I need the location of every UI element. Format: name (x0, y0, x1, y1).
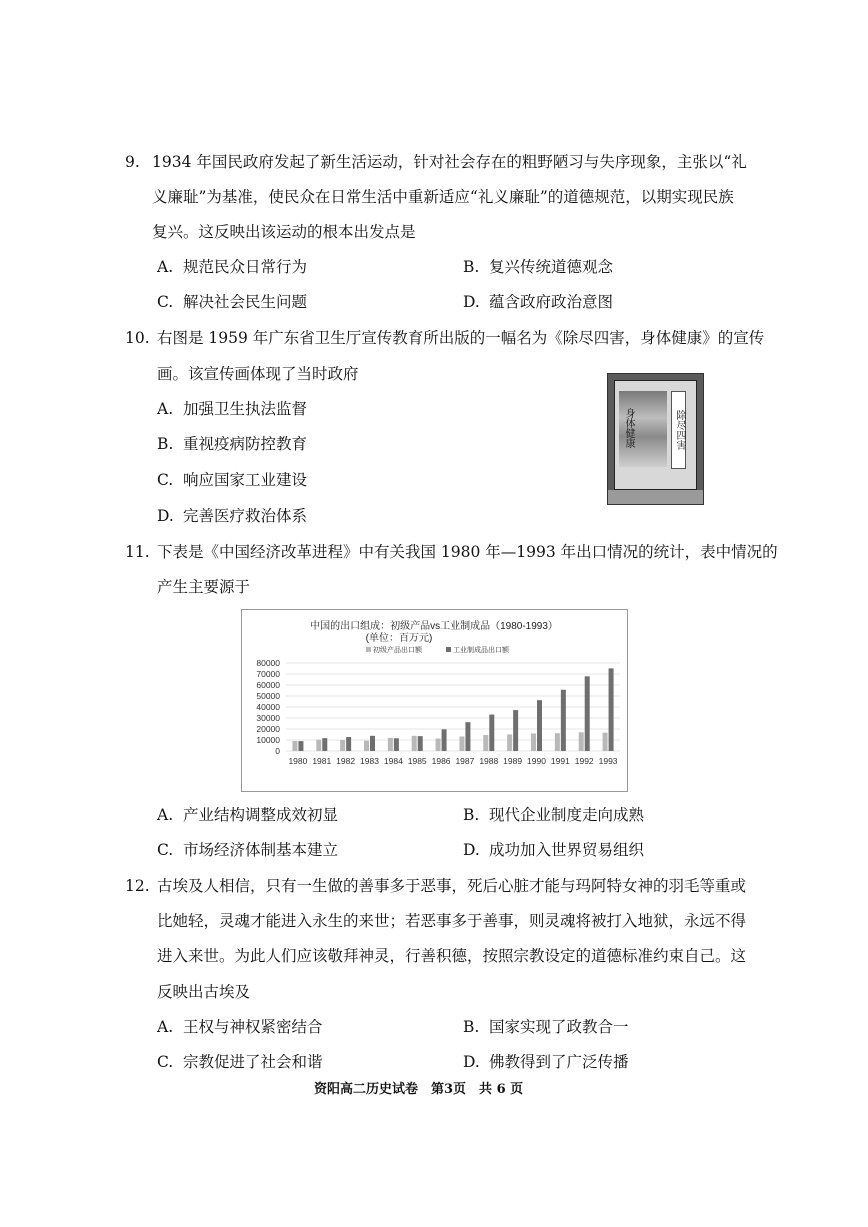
q12-stem-line-2: 比她轻，灵魂才能进入永生的来世；若恶事多于善事，则灵魂将被打入地狱，永远不得 (157, 912, 747, 930)
option-text: 宗教促进了社会和谐 (183, 1053, 323, 1071)
bar-primary-products (483, 735, 488, 751)
bar-manufactured-goods (609, 668, 614, 751)
q11-option-a[interactable] (157, 805, 338, 825)
bar-manufactured-goods (585, 676, 590, 751)
option-letter: A. (157, 400, 174, 418)
y-tick-label: 80000 (256, 658, 280, 668)
option-letter: D. (157, 507, 174, 525)
y-tick-label: 40000 (256, 702, 280, 712)
chart-gridlines (286, 663, 620, 751)
q10-option-b[interactable] (157, 434, 307, 454)
bar-manufactured-goods (465, 722, 470, 751)
q12-stem-line-3: 进入来世。为此人们应该敬拜神灵，行善积德，按照宗教设定的道德标准约束自己。这 (157, 947, 747, 965)
q9-option-a[interactable] (157, 257, 307, 277)
bar-manufactured-goods (418, 736, 423, 751)
q12-stem-line-1: 古埃及人相信，只有一生做的善事多于恶事，死后心脏才能与玛阿特女神的羽毛等重或 (157, 877, 747, 895)
q9-stem-line-2: 义廉耻”为基准，使民众在日常生活中重新适应“礼义廉耻”的道德规范，以期实现民族 (152, 188, 734, 206)
y-tick-label: 10000 (256, 735, 280, 745)
q10-stem-line-1: 右图是 1959 年广东省卫生厅宣传教育所出版的一幅名为《除尽四害，身体健康》的宣传 (157, 329, 765, 347)
bar-manufactured-goods (442, 729, 447, 751)
poster-slogan-left: 身体健康 (623, 408, 634, 448)
bar-primary-products (531, 734, 536, 751)
option-text: 重视疫病防控教育 (183, 435, 308, 453)
q12-number: 12. (125, 877, 150, 895)
q11-option-b[interactable] (463, 805, 644, 825)
x-tick-label: 1993 (598, 756, 618, 766)
y-tick-label: 20000 (256, 724, 280, 734)
q11-stem-line-2: 产生主要源于 (157, 578, 251, 596)
x-tick-label: 1987 (455, 756, 475, 766)
q9-number: 9. (125, 153, 140, 171)
option-text: 蕴含政府政治意图 (489, 293, 614, 311)
x-tick-label: 1989 (503, 756, 523, 766)
option-letter: A. (157, 1018, 174, 1036)
bar-manufactured-goods (489, 715, 494, 751)
option-letter: B. (463, 258, 480, 276)
bar-primary-products (340, 740, 345, 751)
q11-option-d[interactable] (463, 840, 644, 860)
option-text: 王权与神权紧密结合 (183, 1018, 323, 1036)
x-tick-label: 1986 (431, 756, 451, 766)
option-letter: C. (157, 1053, 174, 1071)
legend-swatch-primary (366, 647, 371, 652)
chart-y-axis (256, 658, 280, 756)
q10-option-d[interactable] (157, 506, 307, 526)
bar-primary-products (579, 732, 584, 751)
chart-x-axis (288, 756, 617, 766)
option-letter: B. (463, 806, 480, 824)
y-tick-label: 0 (275, 746, 280, 756)
propaganda-poster-image (607, 373, 704, 505)
y-tick-label: 30000 (256, 713, 280, 723)
x-tick-label: 1981 (312, 756, 332, 766)
bar-manufactured-goods (537, 700, 542, 751)
q9-stem-line-3: 复兴。这反映出该运动的根本出发点是 (152, 223, 416, 241)
option-text: 佛教得到了广泛传播 (489, 1053, 629, 1071)
q11-stem-line-1: 下表是《中国经济改革进程》中有关我国 1980 年—1993 年出口情况的统计，表中情况的 (157, 543, 778, 561)
option-letter: C. (157, 841, 174, 859)
q10-stem-line-2: 画。该宣传画体现了当时政府 (157, 365, 359, 383)
y-tick-label: 60000 (256, 680, 280, 690)
bar-primary-products (316, 740, 321, 751)
q12-option-d[interactable] (463, 1052, 629, 1072)
x-tick-label: 1991 (550, 756, 570, 766)
q9-stem-line-1: 1934 年国民政府发起了新生活运动，针对社会存在的粗野陋习与失序现象，主张以“礼 (152, 153, 747, 171)
option-letter: A. (157, 806, 174, 824)
option-letter: C. (157, 293, 174, 311)
x-tick-label: 1980 (288, 756, 308, 766)
option-text: 复兴传统道德观念 (489, 258, 614, 276)
export-chart-svg (242, 610, 627, 791)
bar-manufactured-goods (322, 738, 327, 751)
option-text: 加强卫生执法监督 (183, 400, 308, 418)
q11-number: 11. (125, 543, 150, 561)
option-letter: B. (157, 435, 174, 453)
option-letter: D. (463, 841, 480, 859)
page-footer: 资阳高二历史试卷 第3页 共 6 页 (314, 1082, 524, 1097)
q9-option-c[interactable] (157, 292, 307, 312)
bar-manufactured-goods (513, 710, 518, 751)
q12-option-b[interactable] (463, 1017, 629, 1037)
q9-option-b[interactable] (463, 257, 613, 277)
poster-base (608, 490, 703, 504)
bar-manufactured-goods (561, 690, 566, 751)
q9-option-d[interactable] (463, 292, 613, 312)
x-tick-label: 1988 (479, 756, 499, 766)
option-text: 成功加入世界贸易组织 (489, 841, 645, 859)
option-letter: C. (157, 471, 174, 489)
q12-option-a[interactable] (157, 1017, 323, 1037)
q10-option-c[interactable] (157, 470, 307, 490)
x-tick-label: 1990 (527, 756, 546, 766)
q12-option-c[interactable] (157, 1052, 323, 1072)
option-text: 规范民众日常行为 (183, 258, 308, 276)
x-tick-label: 1984 (383, 756, 403, 766)
bar-primary-products (459, 736, 464, 751)
bar-primary-products (388, 738, 393, 751)
bar-primary-products (555, 733, 560, 751)
x-tick-label: 1992 (574, 756, 594, 766)
option-text: 响应国家工业建设 (183, 471, 308, 489)
q11-option-c[interactable] (157, 840, 338, 860)
option-text: 解决社会民生问题 (183, 293, 308, 311)
y-tick-label: 70000 (256, 669, 280, 679)
bar-primary-products (412, 736, 417, 751)
bar-manufactured-goods (346, 737, 351, 751)
option-text: 市场经济体制基本建立 (183, 841, 339, 859)
bar-primary-products (436, 739, 441, 751)
chart-bars (292, 668, 613, 751)
bar-manufactured-goods (370, 736, 375, 751)
option-letter: B. (463, 1018, 480, 1036)
legend-swatch-manufactured (446, 647, 451, 652)
chart-subtitle: (单位：百万元) (365, 633, 433, 644)
bar-primary-products (364, 741, 369, 751)
q12-stem-line-4: 反映出古埃及 (157, 983, 251, 1001)
option-text: 现代企业制度走向成熟 (489, 806, 645, 824)
option-letter: D. (463, 1053, 480, 1071)
option-text: 产业结构调整成效初显 (183, 806, 339, 824)
option-letter: D. (463, 293, 480, 311)
chart-legend (366, 645, 510, 654)
bar-manufactured-goods (298, 741, 303, 751)
x-tick-label: 1982 (336, 756, 356, 766)
option-letter: A. (157, 258, 174, 276)
chart-title: 中国的出口组成：初级产品vs工业制成品（1980-1993） (310, 621, 558, 632)
option-text: 国家实现了政教合一 (489, 1018, 629, 1036)
bar-manufactured-goods (394, 738, 399, 751)
x-tick-label: 1983 (360, 756, 379, 766)
legend-label-manufactured: 工业制成品出口额 (453, 647, 509, 654)
bar-primary-products (507, 734, 512, 751)
poster-slogan-right: 除尽四害 (671, 391, 686, 469)
q10-option-a[interactable] (157, 399, 307, 419)
y-tick-label: 50000 (256, 691, 280, 701)
legend-label-primary: 初级产品出口额 (373, 647, 422, 654)
export-chart (241, 609, 628, 792)
bar-primary-products (292, 741, 297, 751)
q10-number: 10. (125, 329, 150, 347)
bar-primary-products (603, 733, 608, 751)
option-text: 完善医疗救治体系 (183, 507, 308, 525)
x-tick-label: 1985 (407, 756, 427, 766)
